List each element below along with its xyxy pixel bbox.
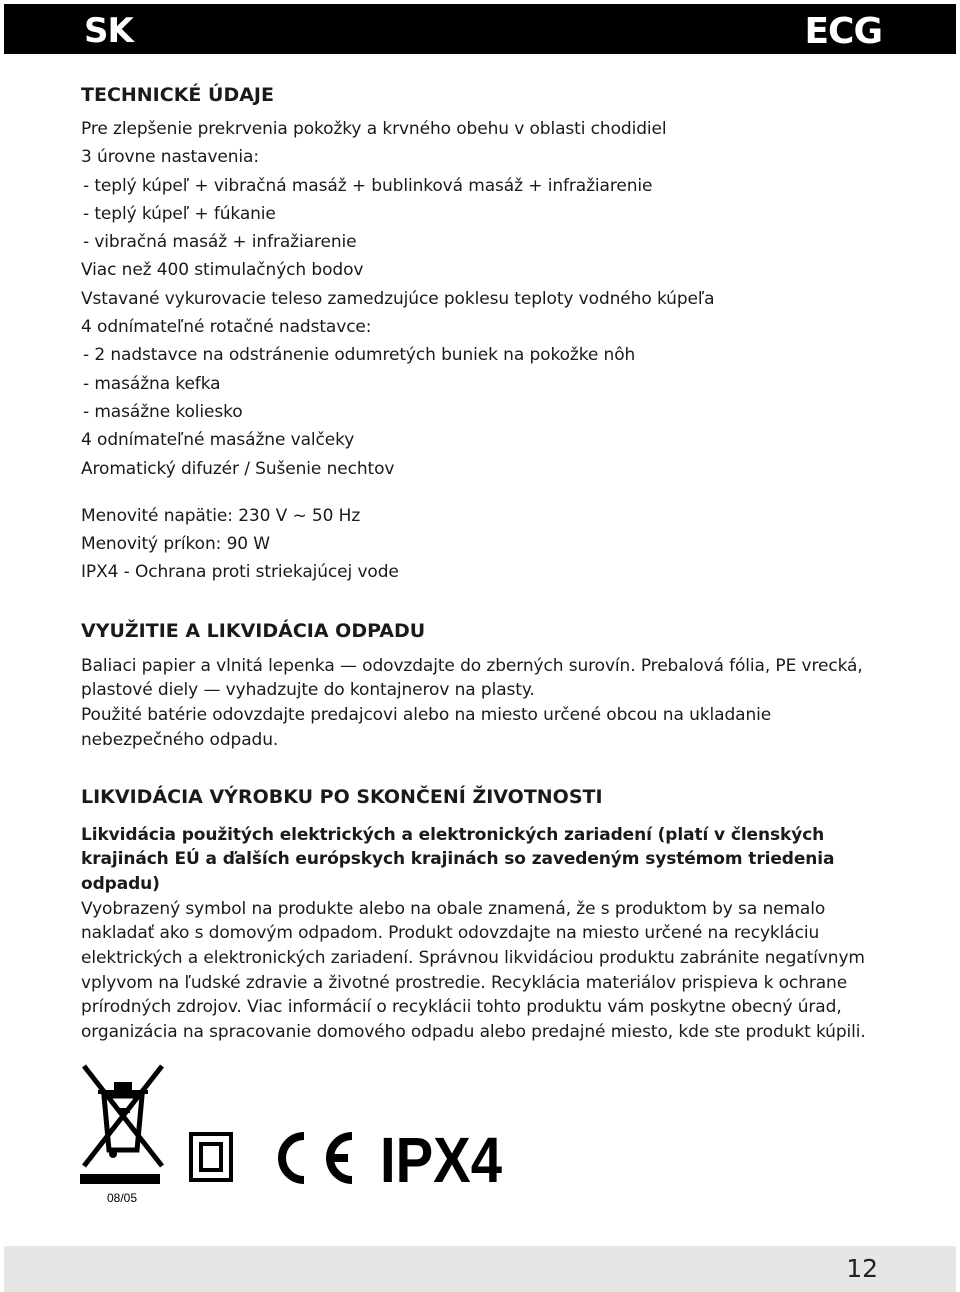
double-insulation-icon [191,1134,231,1180]
list-item: - masážna kefka [83,373,221,394]
disposal-text: Vyobrazený symbol na produkte alebo na obale znamená, že s produktom by sa nemalo nakladať ako s domovým odpadom. Produkt odovzdajte na miesto určené na recykláciu elektrických a elektronických zariadení. Správnou likvidáciou produktu zabránite negatívnym vplyvom na ľudské zdravie a životné prostredie. Recyklácia materiálov prispieva k ochrane prírodných zdrojov. Viac informácií o recyklácii tohto produktu vám poskytne obecný úrad, organizácia na spracovanie domového odpadu alebo predajné miesto, kde ste produkt kúpili. [81,898,866,1043]
weee-bin-icon [80,1066,162,1184]
waste-text-2: Použité batérie odovzdajte predajcovi alebo na miesto určené obcou na ukladanie nebezpečného odpadu. [81,705,772,750]
list-item: - teplý kúpeľ + vibračná masáž + bublinková masáž + infražiarenie [83,175,653,196]
page-content [81,83,881,1045]
list-item: - 2 nadstavce na odstránenie odumretých buniek na pokožke nôh [83,345,636,366]
brand-logo: ECG [804,11,882,52]
list-item: Pre zlepšenie prekrvenia pokožky a krvného obehu v oblasti chodidiel [81,119,667,139]
list-item: - teplý kúpeľ + fúkanie [83,203,276,224]
waste-text-1: Baliaci papier a vlnitá lepenka — odovzdajte do zberných surovín. Prebalová fólia, PE vrecká, plastové diely — vyhadzujte do kontajnerov na plasty. [81,655,863,701]
waste-heading: VYUŽITIE A LIKVIDÁCIA ODPADU [81,619,426,642]
list-item: IPX4 - Ochrana proti striekajúcej vode [81,562,399,583]
disposal-bold-text: Likvidácia použitých elektrických a elektronických zariadení (platí v členských krajinách EÚ a ďalších európskych krajinách so zavedeným systémom triedenia odpadu) [81,824,835,894]
list-item: 4 odnímateľné masážne valčeky [81,430,355,451]
ipx4-mark: IPX4 [380,1124,503,1196]
list-item: Menovité napätie: 230 V ~ 50 Hz [81,505,361,526]
spec-list [81,502,881,587]
list-item: - masážne koliesko [83,401,243,422]
disposal-heading: LIKVIDÁCIA VÝROBKU PO SKONČENÍ ŽIVOTNOSTI [81,785,603,808]
weee-date-code: 08/05 [107,1191,138,1205]
ce-mark-icon [282,1136,352,1180]
tech-list [81,115,881,483]
language-code: SK [84,11,133,51]
footer-bar [4,1246,956,1292]
list-item: Aromatický difuzér / Sušenie nechtov [81,458,395,479]
symbols-graphic [80,1062,520,1212]
list-item: 4 odnímateľné rotačné nadstavce: [81,317,372,338]
list-item: Menovitý príkon: 90 W [81,534,271,555]
symbols-row [80,1062,520,1212]
header-bar [4,4,956,54]
list-item: Vstavané vykurovacie teleso zamedzujúce poklesu teploty vodného kúpeľa [81,288,715,309]
list-item: - vibračná masáž + infražiarenie [83,232,357,253]
list-item: Viac než 400 stimulačných bodov [81,260,364,281]
tech-heading: TECHNICKÉ ÚDAJE [81,84,274,106]
list-item: 3 úrovne nastavenia: [81,147,260,168]
page-number: 12 [846,1254,878,1283]
